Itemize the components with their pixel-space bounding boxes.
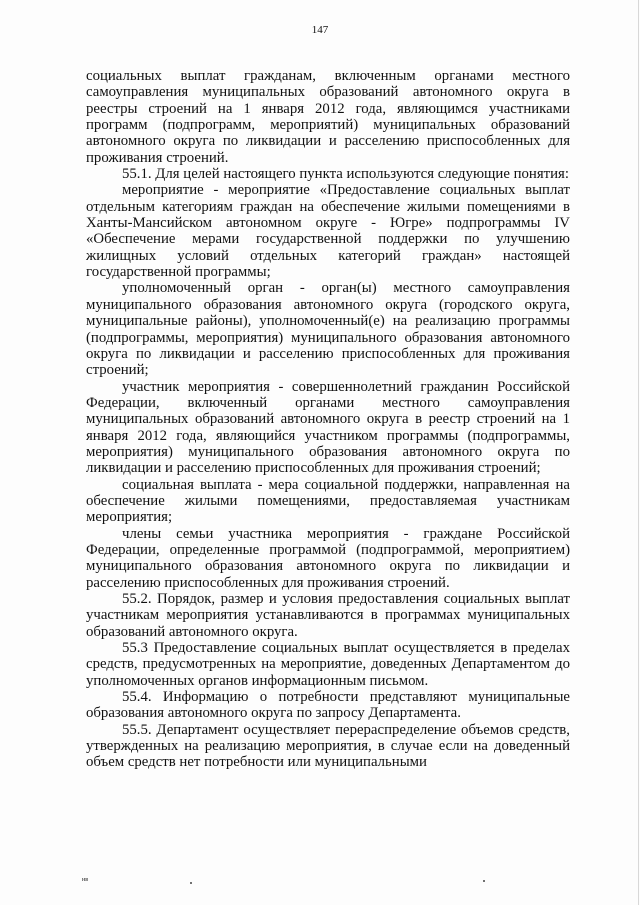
footer-mark: нв xyxy=(82,877,89,883)
scan-edge xyxy=(638,0,639,905)
definition-family-members: члены семьи участника мероприятия - граждане Российской Федерации, определенные программой (подпрограммой, мероприятием) муниципального образования автономного округа по ликвидации и расселению приспособленных для проживания строений. xyxy=(86,525,570,591)
scan-speck xyxy=(190,882,192,884)
document-body xyxy=(86,68,570,771)
definition-authorized-body: уполномоченный орган - орган(ы) местного самоуправления муниципального образования автономного округа (городского округа, муниципальные районы), уполномоченный(е) на реализацию программы (подпрограммы, мероприятия) муниципального образования автономного округа по ликвидации и расселению приспособленных для проживания строений; xyxy=(86,280,570,379)
paragraph-1: социальных выплат гражданам, включенным органами местного самоуправления муниципальных образований автономного округа в реестры строений на 1 января 2012 года, являющимся участниками программ (подпрограмм, мероприятий) муниципальных образований автономного округа по ликвидации и расселению приспособленных для проживания строений. xyxy=(86,68,570,166)
page-number: 147 xyxy=(311,24,329,36)
definition-social-payment: социальная выплата - мера социальной поддержки, направленная на обеспечение жилыми помещениями, предоставляемая участникам мероприятия; xyxy=(86,476,570,526)
definition-event: мероприятие - мероприятие «Предоставление социальных выплат отдельным категориям граждан на обеспечение жилыми помещениями в Ханты-Мансийском автономном округе - Югре» подпрограммы IV «Обеспечение мерами государственной поддержки по улучшению жилищных условий отдельных категорий граждан» настоящей государственной программы; xyxy=(86,182,570,281)
paragraph-55-5: 55.5. Департамент осуществляет перераспределение объемов средств, утвержденных на реализацию мероприятия, в случае если на доведенный объем средств нет потребности или муниципальными xyxy=(86,721,570,771)
paragraph-55-1: 55.1. Для целей настоящего пункта используются следующие понятия: xyxy=(122,166,569,183)
paragraph-55-3: 55.3 Предоставление социальных выплат осуществляется в пределах средств, предусмотренных на мероприятие, доведенных Департаментом до уполномоченных органов информационным письмом. xyxy=(86,640,570,689)
scan-speck xyxy=(483,880,485,882)
definition-participant: участник мероприятия - совершеннолетний гражданин Российской Федерации, включенный органами местного самоуправления муниципальных образований автономного округа в реестр строений на 1 января 2012 года, являющийся участником программы (подпрограммы, мероприятия) муниципального образования автономного округа по ликвидации и расселению приспособленных для проживания строений; xyxy=(86,378,570,477)
paragraph-55-2: 55.2. Порядок, размер и условия предоставления социальных выплат участникам мероприятия устанавливаются в программах муниципальных образований автономного округа. xyxy=(86,591,570,640)
paragraph-55-4: 55.4. Информацию о потребности представляют муниципальные образования автономного округа по запросу Департамента. xyxy=(86,689,570,722)
